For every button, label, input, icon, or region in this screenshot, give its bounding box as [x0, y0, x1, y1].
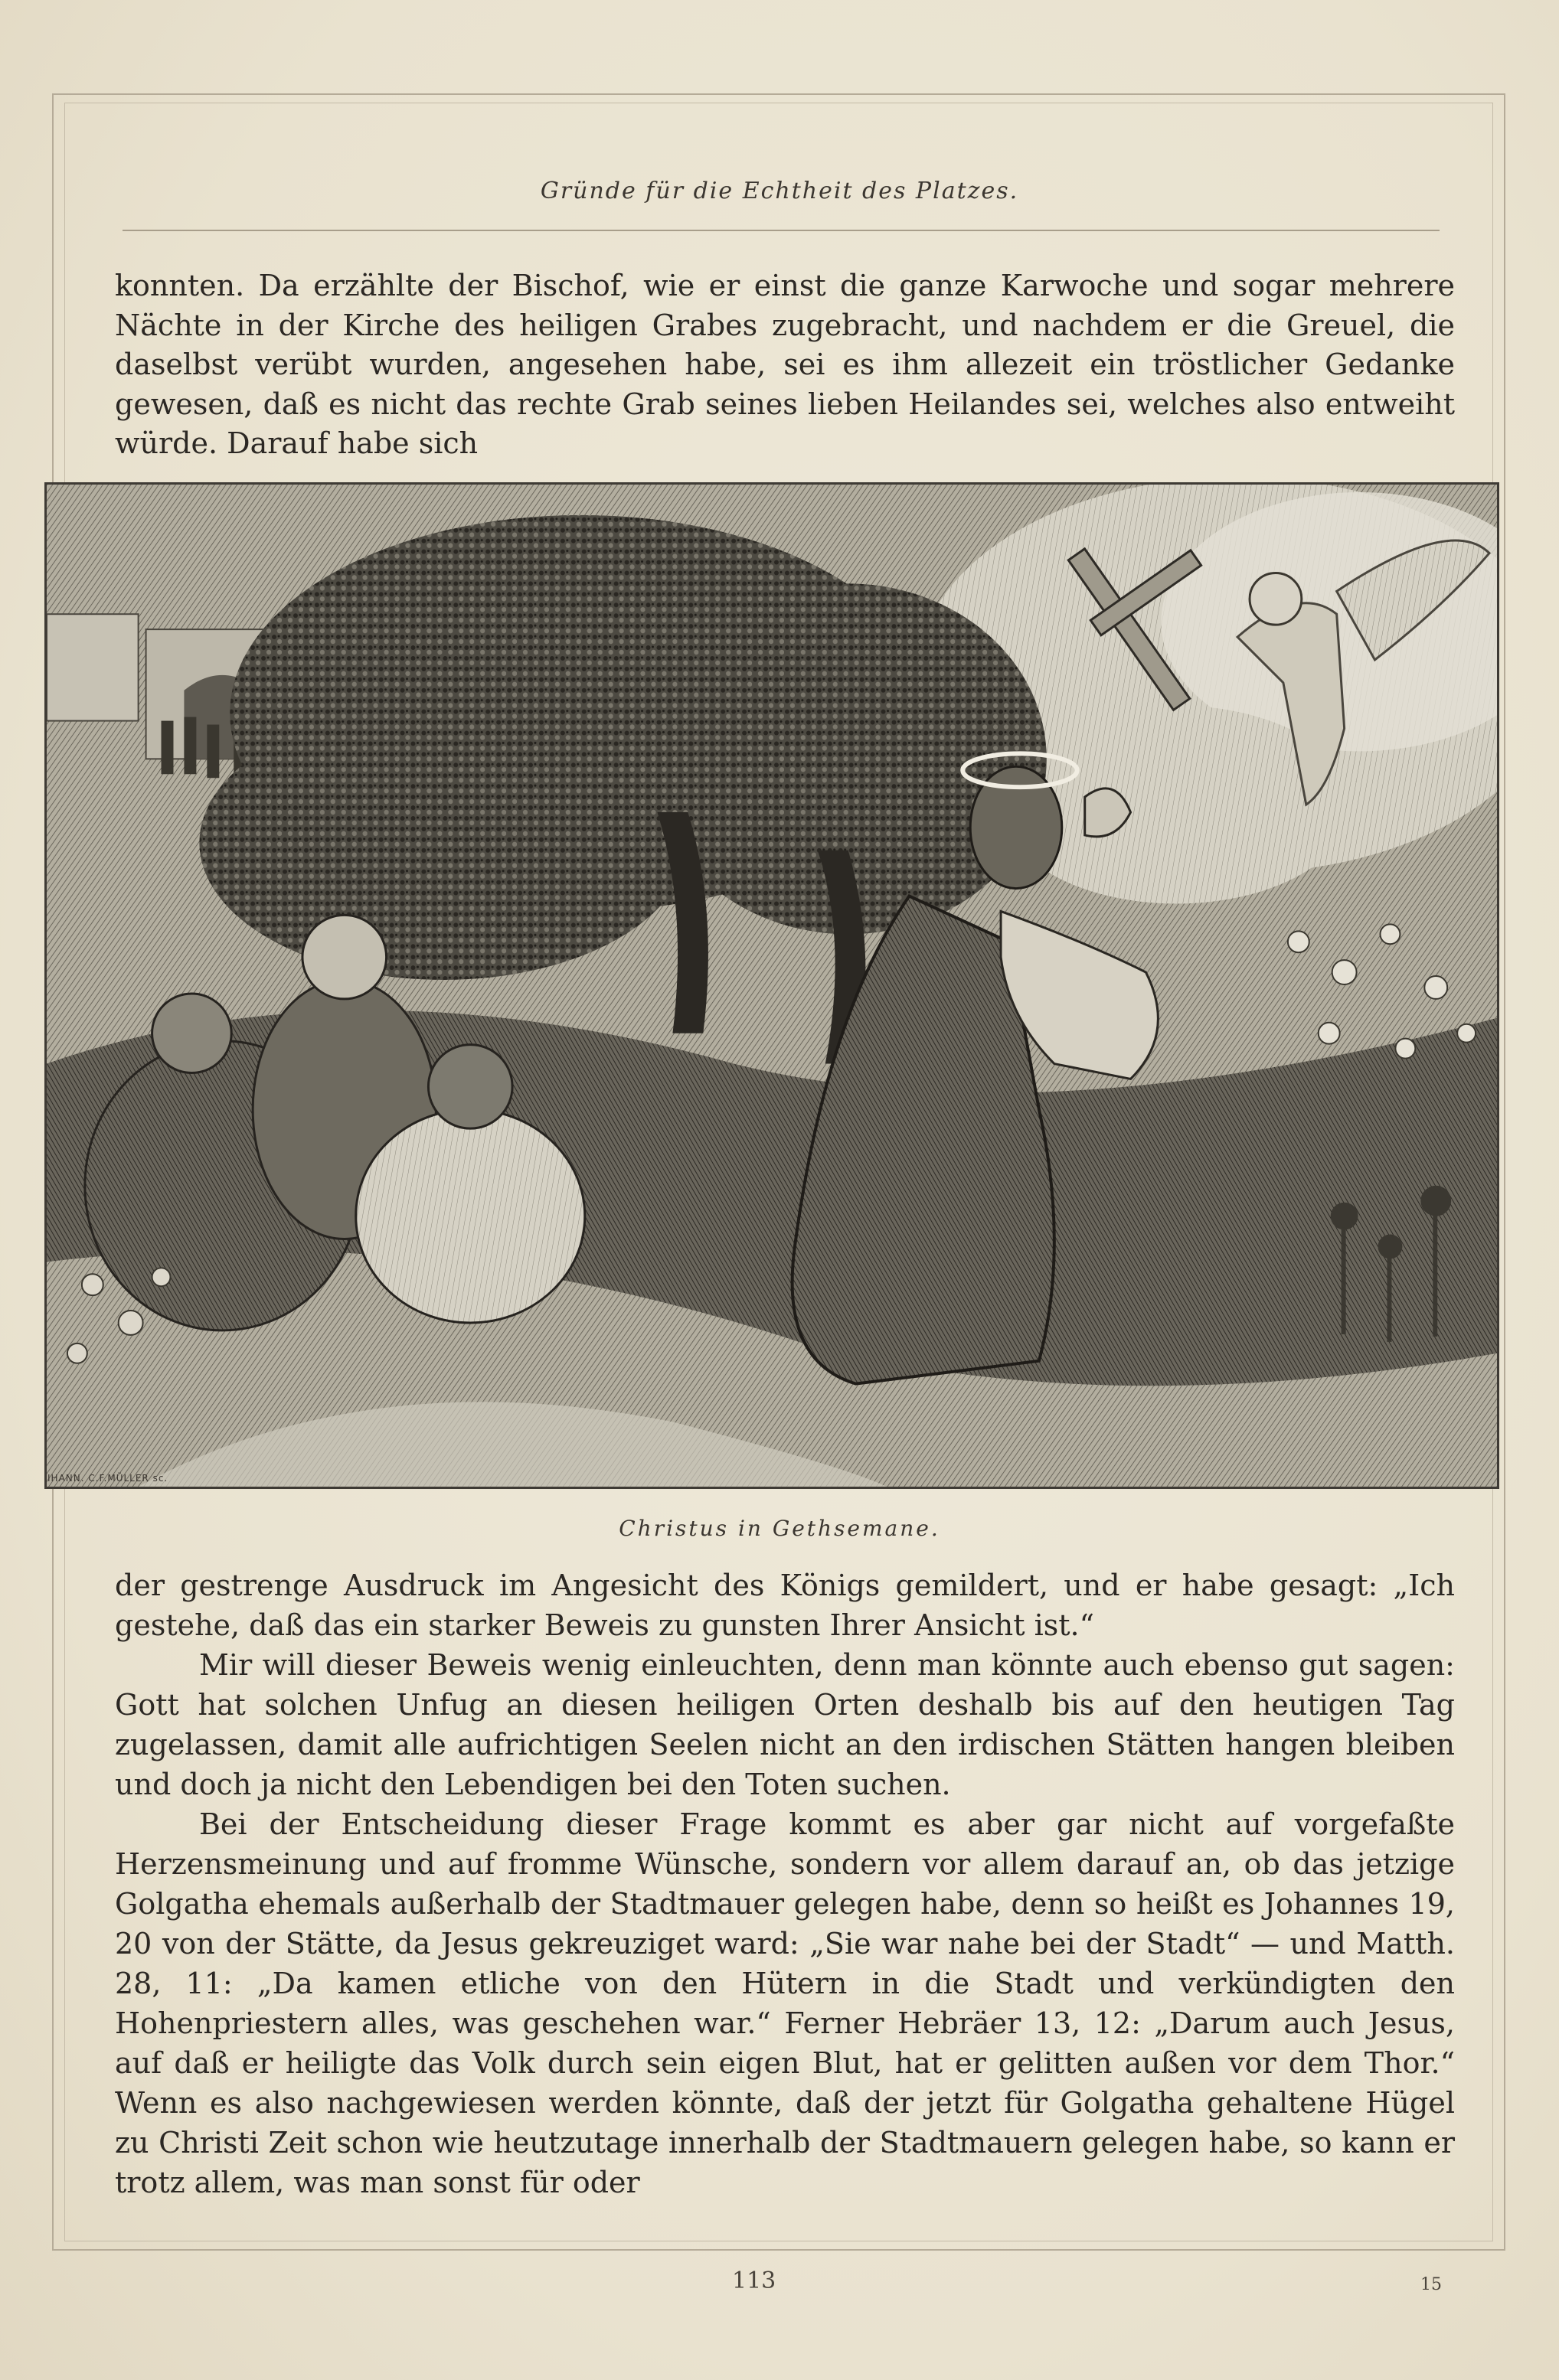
figure-caption: Christus in Gethsemane. — [619, 1516, 940, 1541]
running-head: Gründe für die Echtheit des Platzes. — [540, 178, 1019, 204]
engraving-image — [47, 485, 1497, 1487]
bottom-text-block — [115, 1565, 1455, 2202]
page-number: 113 — [732, 2267, 776, 2294]
paragraph-1: der gestrenge Ausdruck im Angesicht des Königs gemildert, und er habe gesagt: „Ich gestehe, daß das ein starker Beweis zu gunsten Ihrer Ansicht ist.“ — [115, 1569, 1455, 1642]
head-rule — [123, 230, 1440, 231]
signature-mark: 15 — [1420, 2275, 1442, 2294]
top-paragraph: konnten. Da erzählte der Bischof, wie er einst die ganze Karwoche und sogar mehrere Nächte in der Kirche des heiligen Grabes zugebracht, und nachdem er die Greuel, die daselbst verübt wurden, angesehen habe, sei es ihm allezeit ein tröstlicher Gedanke gewesen, daß es nicht das rechte Grab seines lieben Heilandes sei, welches also entweiht würde. Darauf habe sich — [115, 269, 1455, 460]
paragraph-2: Mir will dieser Beweis wenig einleuchten, denn man könnte auch ebenso gut sagen: Gott hat solchen Unfug an diesen heiligen Orten deshalb bis auf den heutigen Tag zugelassen, damit alle aufrichtigen Seelen nicht an den irdischen Stätten hangen bleiben und doch ja nicht den Lebendigen bei den Toten suchen. — [115, 1648, 1455, 1801]
paragraph-3: Bei der Entscheidung dieser Frage kommt es aber gar nicht auf vorgefaßte Herzensmeinung und auf fromme Wünsche, sondern vor allem darauf an, ob das jetzige Golgatha ehemals außerhalb der Stadtmauer gelegen habe, denn so heißt es Johannes 19, 20 von der Stätte, da Jesus gekreuziget ward: „Sie war nahe bei der Stadt“ — und Matth. 28, 11: „Da kamen etliche von den Hütern in die Stadt und verkündigten den Hohenpriestern alles, was geschehen war.“ Ferner Hebräer 13, 12: „Darum auch Jesus, auf daß er heiligte das Volk durch sein eigen Blut, hat er gelitten außen vor dem Thor.“ Wenn es also nachgewiesen werden könnte, daß der jetzt für Golgatha gehaltene Hügel zu Christi Zeit schon wie heutzutage innerhalb der Stadtmauern gelegen habe, so kann er trotz allem, was man sonst für oder — [115, 1807, 1455, 2199]
top-text-block — [115, 266, 1455, 464]
engraving-illustration — [44, 482, 1499, 1489]
engraver-credit: IHANN. C.F.MÜLLER sc. — [47, 1473, 168, 1484]
